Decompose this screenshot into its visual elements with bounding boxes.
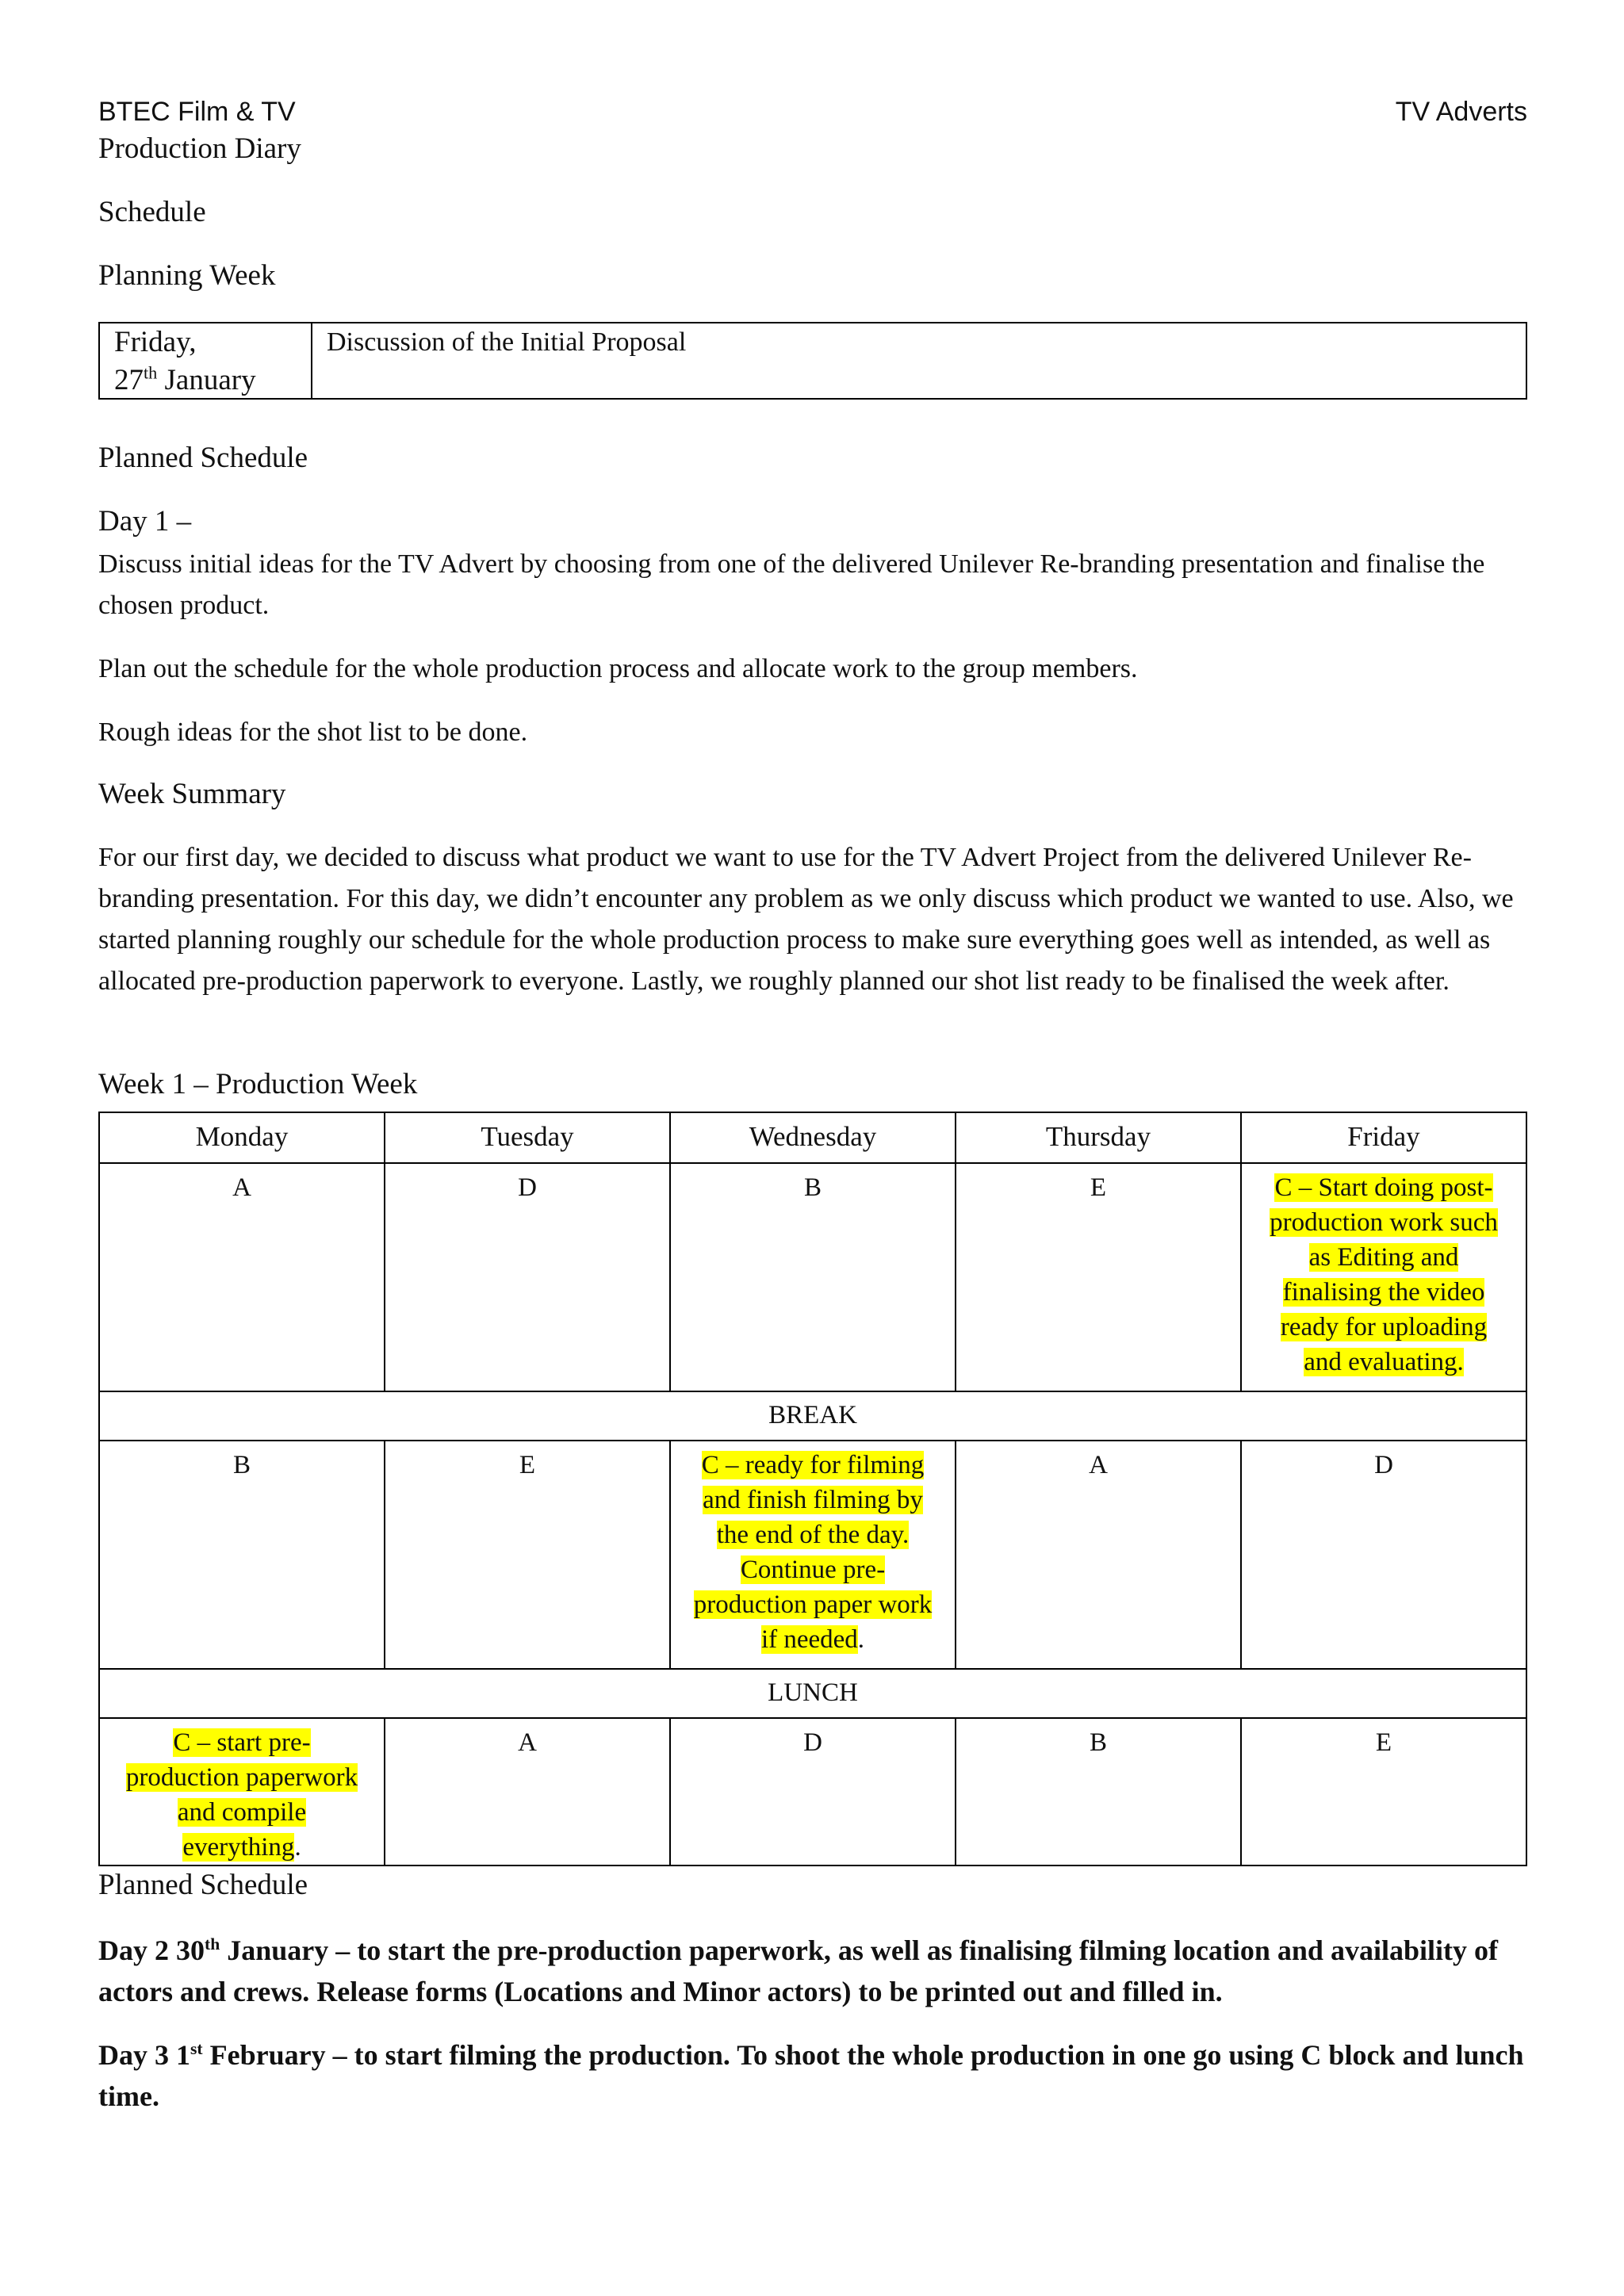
cell-r3-wednesday: D [670, 1718, 956, 1866]
monday-task-highlight: C – start pre-production paperwork and compile everything [125, 1728, 358, 1862]
schedule-heading: Schedule [98, 196, 206, 228]
doc-title: Production Diary [98, 132, 301, 165]
planning-date-day: 27th January [114, 362, 256, 396]
cell-r3-monday: C – start pre-production paperwork and compile everything. [99, 1718, 385, 1866]
planning-description-cell: Discussion of the Initial Proposal [327, 327, 687, 357]
day1-heading: Day 1 – [98, 505, 192, 538]
cell-r1-friday [1241, 1163, 1526, 1391]
week-summary-text: For our first day, we decided to discuss what product we want to use for the TV Advert Project from the delivered Unilever Re-branding presentation. For this day, we didn’t encounter any problem as we only discuss which product we wanted to use. Also, we started planning roughly our schedule for the whole production process to make sure everything goes well as intended, as well as allocated pre-production paperwork to everyone. Lastly, we roughly planned our shot list ready to be finalised the week after. [98, 843, 1514, 996]
header-topic: TV Adverts [1395, 97, 1527, 127]
planning-date-cell [100, 323, 312, 398]
col-header-friday: Friday [1241, 1112, 1526, 1163]
planned-schedule-heading-2: Planned Schedule [98, 1869, 308, 1901]
friday-task-highlight: C – Start doing post-production work such as Editing and finalising the video ready for uploading and evaluating. [1270, 1173, 1498, 1376]
cell-r2-thursday: A [956, 1441, 1241, 1669]
cell-r2-tuesday: E [385, 1441, 670, 1669]
cell-r3-friday: E [1241, 1718, 1526, 1866]
cell-r2-friday: D [1241, 1441, 1526, 1669]
lunch-row: LUNCH [99, 1669, 1526, 1718]
wednesday-task-highlight: C – ready for filming and finish filming by the end of the day. Continue pre-production paper work if needed [693, 1451, 933, 1654]
week1-heading: Week 1 – Production Week [98, 1068, 418, 1100]
day1-paragraph-3: Rough ideas for the shot list to be done. [98, 718, 528, 747]
week-summary-heading: Week Summary [98, 778, 286, 810]
planning-week-table [98, 322, 1527, 400]
planning-week-heading: Planning Week [98, 259, 276, 292]
col-header-thursday: Thursday [956, 1112, 1241, 1163]
cell-r2-wednesday: C – ready for filming and finish filming by the end of the day. Continue pre-production paper work if needed. [670, 1441, 956, 1669]
cell-r1-wednesday: B [670, 1163, 956, 1391]
header-course: BTEC Film & TV [98, 97, 296, 127]
day3-entry: Day 3 1st February – to start filming the production. To shoot the whole production in one go using C block and lunch time. [98, 2039, 1524, 2112]
col-header-monday: Monday [99, 1112, 385, 1163]
cell-r1-thursday: E [956, 1163, 1241, 1391]
planned-schedule-heading-1: Planned Schedule [98, 442, 308, 474]
col-header-tuesday: Tuesday [385, 1112, 670, 1163]
day2-entry: Day 2 30th January – to start the pre-production paperwork, as well as finalising filming location and availability of actors and crews. Release forms (Locations and Minor actors) to be printed out and filled in. [98, 1934, 1498, 2007]
cell-r2-monday: B [99, 1441, 385, 1669]
cell-r1-monday: A [99, 1163, 385, 1391]
cell-r3-thursday: B [956, 1718, 1241, 1866]
col-header-wednesday: Wednesday [670, 1112, 956, 1163]
day1-paragraph-1: Discuss initial ideas for the TV Advert by choosing from one of the delivered Unilever Re-branding presentation and finalise the chosen product. [98, 549, 1485, 620]
break-row: BREAK [99, 1391, 1526, 1441]
planning-date-weekday: Friday, [114, 326, 197, 358]
week1-schedule-table [98, 1112, 1527, 1866]
cell-r1-tuesday: D [385, 1163, 670, 1391]
day1-paragraph-2: Plan out the schedule for the whole production process and allocate work to the group members. [98, 654, 1138, 683]
cell-r3-tuesday: A [385, 1718, 670, 1866]
